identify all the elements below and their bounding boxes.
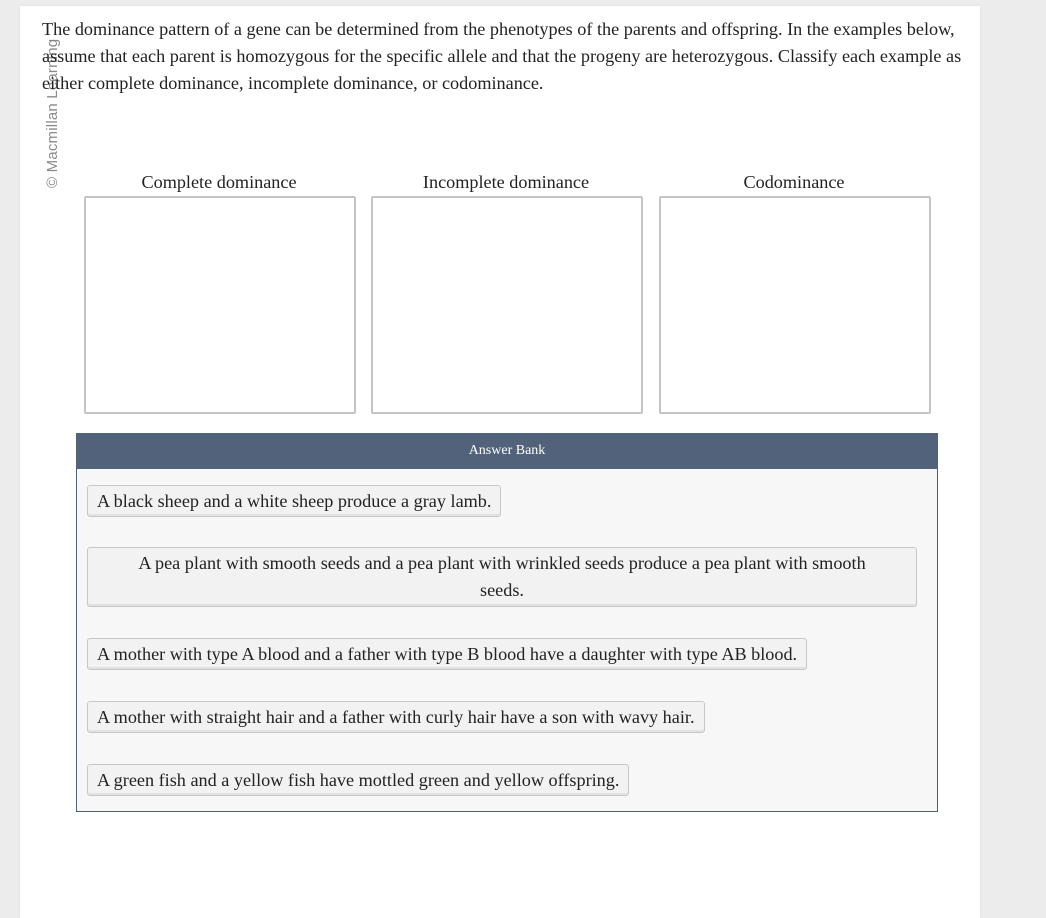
- answer-chip-wavy-hair[interactable]: A mother with straight hair and a father with curly hair have a son with wavy hair.: [87, 701, 705, 733]
- column-label-codominance: Codominance: [743, 172, 845, 192]
- answer-chip-mottled-fish[interactable]: A green fish and a yellow fish have mottled green and yellow offspring.: [87, 764, 629, 796]
- drop-zone-codominance[interactable]: [659, 196, 931, 414]
- answer-chip-ab-blood[interactable]: A mother with type A blood and a father with type B blood have a daughter with type AB blood.: [87, 638, 807, 670]
- answer-bank-header: Answer Bank: [76, 433, 938, 469]
- drop-zone-incomplete-dominance[interactable]: [371, 196, 643, 414]
- answer-chip-pea-plant[interactable]: A pea plant with smooth seeds and a pea plant with wrinkled seeds produce a pea plant with smooth seeds.: [87, 547, 917, 607]
- question-prompt: The dominance pattern of a gene can be determined from the phenotypes of the parents and offspring. In the examples below, assume that each parent is homozygous for the specific allele and that the progeny are heterozygous. Classify each example as either complete dominance, incomplete dominance, or codominance.: [42, 19, 962, 93]
- drop-zone-complete-dominance[interactable]: [84, 196, 356, 414]
- column-label-incomplete-dominance: Incomplete dominance: [422, 172, 590, 192]
- copyright-watermark: © Macmillan Learning: [44, 38, 61, 188]
- column-label-complete-dominance: Complete dominance: [141, 172, 297, 192]
- answer-chip-gray-lamb[interactable]: A black sheep and a white sheep produce a gray lamb.: [87, 485, 501, 517]
